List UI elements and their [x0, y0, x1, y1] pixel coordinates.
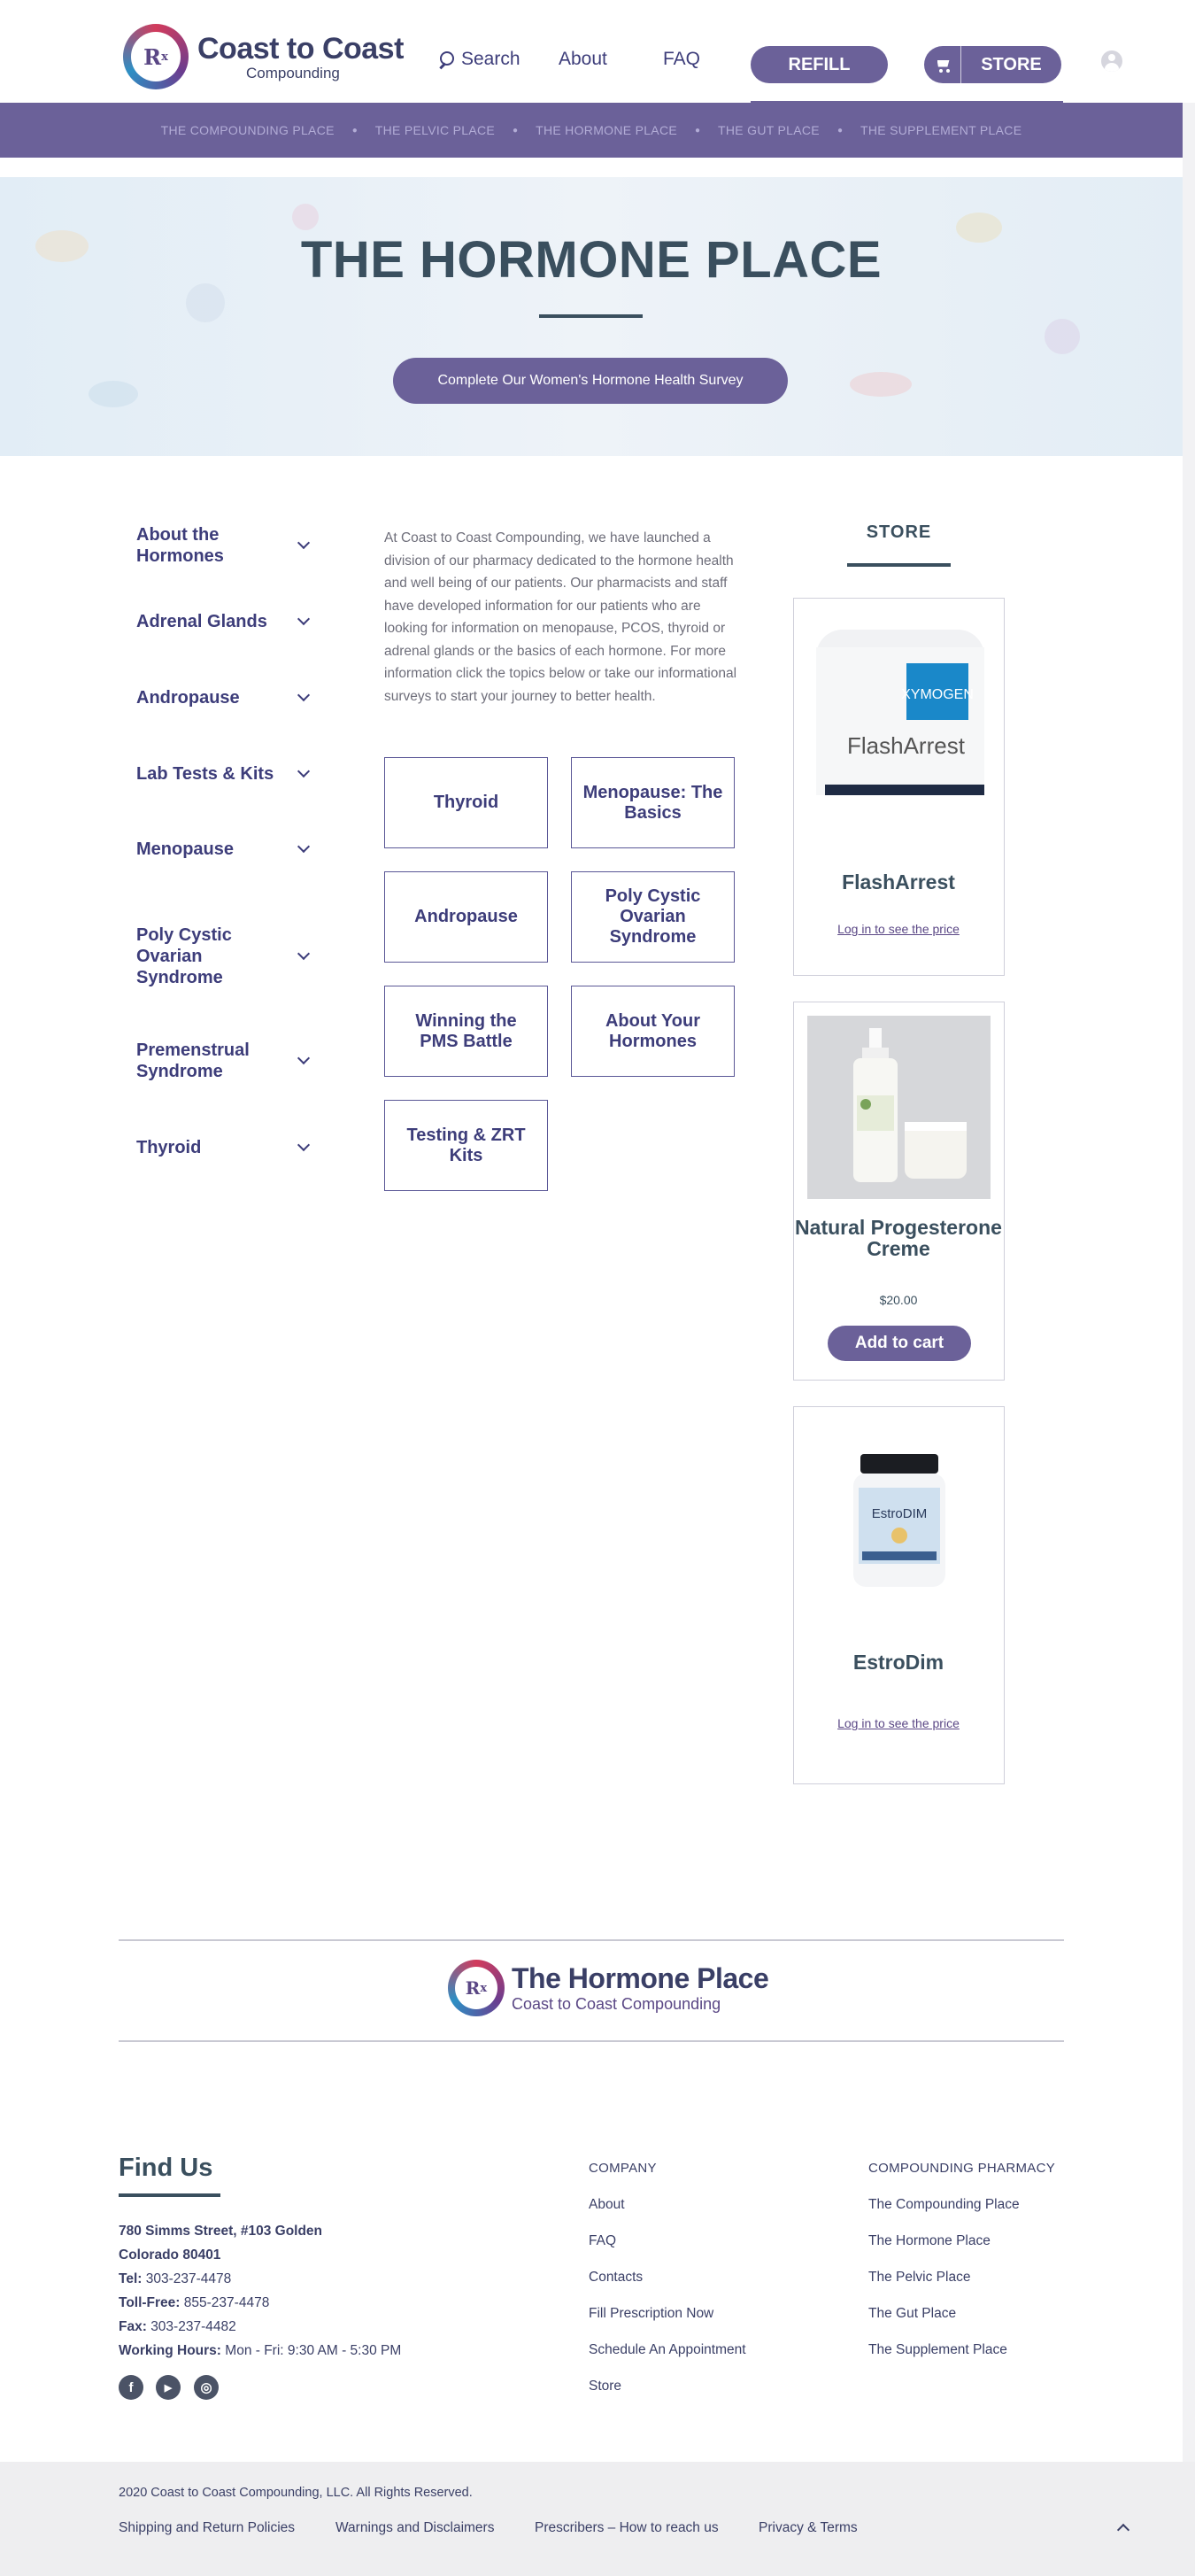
instagram-icon[interactable]: ◎	[194, 2375, 219, 2400]
nav-faq[interactable]: FAQ	[663, 49, 701, 69]
accordion-andropause[interactable]: Andropause	[136, 687, 313, 708]
flasharrest-label: FlashArrest	[847, 732, 965, 759]
search-link[interactable]	[438, 49, 520, 70]
footer-link-compounding-place[interactable]: The Compounding Place	[868, 2197, 1020, 2212]
refill-button[interactable]: REFILL	[751, 46, 888, 83]
fax-line	[119, 2319, 236, 2335]
topic-menopause-basics[interactable]: Menopause: The Basics	[571, 757, 735, 848]
subnav-compounding[interactable]: THE COMPOUNDING PLACE	[160, 123, 335, 137]
product-card-flasharrest[interactable]	[793, 598, 1005, 976]
address-line-2: Colorado 80401	[119, 2247, 221, 2263]
subnav-hormone[interactable]: THE HORMONE PLACE	[536, 123, 677, 137]
accordion-thyroid[interactable]: Thyroid	[136, 1137, 313, 1158]
product-image-estrodim[interactable]	[807, 1420, 991, 1604]
store-button[interactable]	[924, 46, 1061, 83]
subnav-pelvic[interactable]: THE PELVIC PLACE	[374, 123, 496, 137]
footer-link-fill-prescription[interactable]: Fill Prescription Now	[589, 2306, 714, 2321]
separator-dot: ●	[836, 125, 843, 135]
topic-about-hormones[interactable]: About Your Hormones	[571, 986, 735, 1077]
product-image-progesterone[interactable]	[807, 1016, 991, 1199]
chevron-down-icon	[297, 948, 310, 960]
footer-link-contacts[interactable]: Contacts	[589, 2270, 644, 2285]
chevron-down-icon	[297, 689, 310, 701]
footer-link-faq[interactable]: FAQ	[589, 2233, 617, 2248]
product-image-flasharrest[interactable]	[807, 612, 991, 795]
product-name[interactable]: Natural Progesterone Creme	[795, 1216, 1002, 1260]
user-account-icon[interactable]	[1101, 50, 1122, 72]
subnav-supplement[interactable]: THE SUPPLEMENT PLACE	[860, 123, 1022, 137]
brand-band-top-rule	[119, 1939, 1064, 1941]
fax-label: Fax:	[119, 2319, 147, 2334]
brand-name: The Hormone Place	[512, 1962, 769, 1994]
product-card-estrodim[interactable]	[793, 1406, 1005, 1784]
hours-line	[119, 2343, 401, 2359]
copyright: 2020 Coast to Coast Compounding, LLC. All Rights Reserved.	[119, 2486, 473, 2500]
phone-line	[119, 2271, 231, 2287]
find-us-heading: Find Us	[119, 2154, 213, 2182]
topic-pms-battle[interactable]: Winning the PMS Battle	[384, 986, 548, 1077]
footer-link-supplement-place[interactable]: The Supplement Place	[868, 2342, 1007, 2357]
legal-shipping[interactable]: Shipping and Return Policies	[119, 2520, 296, 2535]
logo-subtitle: Compounding	[246, 64, 340, 81]
address-line-1: 780 Simms Street, #103 Golden	[119, 2224, 323, 2239]
page-scrollbar[interactable]	[1183, 0, 1195, 2462]
bottom-bar	[0, 2462, 1195, 2576]
youtube-icon[interactable]: ▶	[156, 2375, 181, 2400]
footer-link-store[interactable]: Store	[589, 2379, 622, 2394]
xymogen-label: XYMOGEN	[901, 687, 974, 702]
rx-logo-icon: R x	[123, 24, 189, 89]
accordion-adrenal[interactable]: Adrenal Glands	[136, 611, 313, 632]
facebook-icon[interactable]: f	[119, 2375, 143, 2400]
rx-logo-icon: R x	[448, 1960, 505, 2016]
chevron-down-icon	[297, 765, 310, 777]
subnav-gut[interactable]: THE GUT PLACE	[718, 123, 820, 137]
chevron-down-icon	[297, 1052, 310, 1064]
title-underline	[539, 314, 643, 318]
pill-decoration	[1045, 319, 1080, 354]
page-title: THE HORMONE PLACE	[300, 231, 883, 289]
section-nav	[0, 103, 1183, 158]
survey-button[interactable]: Complete Our Women's Hormone Health Survey	[393, 358, 788, 404]
product-name[interactable]: EstroDim	[852, 1651, 944, 1674]
tollfree-link[interactable]: 855-237-4478	[183, 2295, 270, 2310]
footer-link-gut-place[interactable]: The Gut Place	[868, 2306, 957, 2321]
topic-andropause[interactable]: Andropause	[384, 871, 548, 963]
site-logo[interactable]	[123, 24, 404, 89]
tollfree-line	[119, 2295, 269, 2311]
separator-dot: ●	[351, 125, 358, 135]
logo-name: Coast to Coast	[197, 31, 404, 66]
accordion-menopause[interactable]: Menopause	[136, 839, 313, 860]
pill-decoration	[89, 381, 138, 407]
tel-label: Tel:	[119, 2271, 143, 2286]
fax-number: 303-237-4482	[150, 2319, 236, 2334]
login-price-link[interactable]: Log in to see the price	[837, 1716, 960, 1730]
topic-pcos[interactable]: Poly Cystic Ovarian Syndrome	[571, 871, 735, 963]
brand-band-bottom-rule	[119, 2040, 1064, 2042]
brand-subtitle: Coast to Coast Compounding	[512, 1995, 721, 2013]
intro-text: At Coast to Coast Compounding, we have launched a division of our pharmacy dedicated to the hormone health and well being of our patients. Our pharmacists and staff have developed information for our patients who are looking for information on menopause, PCOS, thyroid or adrenal glands or the basics of each hormone. For more information click the topics below or take our informational surveys to start your journey to better health.	[384, 530, 737, 704]
hormone-place-logo[interactable]	[448, 1960, 768, 2016]
login-price-link[interactable]: Log in to see the price	[837, 922, 960, 936]
topic-testing-zrt[interactable]: Testing & ZRT Kits	[384, 1100, 548, 1191]
cart-icon	[924, 46, 961, 83]
company-heading: COMPANY	[589, 2161, 657, 2176]
hours-value: Mon - Fri: 9:30 AM - 5:30 PM	[225, 2343, 402, 2358]
store-label: STORE	[981, 54, 1042, 74]
store-underline	[847, 563, 951, 567]
site-header	[0, 0, 1195, 103]
store-heading: STORE	[866, 522, 932, 542]
legal-warnings[interactable]: Warnings and Disclaimers	[335, 2520, 495, 2535]
legal-prescribers[interactable]: Prescribers – How to reach us	[535, 2520, 719, 2535]
hero-banner	[0, 177, 1183, 456]
product-name[interactable]: FlashArrest	[842, 870, 955, 893]
estrodim-label: EstroDIM	[871, 1506, 928, 1521]
find-us-underline	[119, 2193, 220, 2197]
tollfree-label: Toll-Free:	[119, 2295, 181, 2310]
nav-about[interactable]: About	[559, 49, 607, 69]
product-card-progesterone[interactable]	[793, 1002, 1005, 1381]
chevron-down-icon	[297, 537, 310, 549]
tel-link[interactable]: 303-237-4478	[145, 2271, 232, 2286]
search-icon	[438, 51, 454, 67]
topic-thyroid[interactable]: Thyroid	[384, 757, 548, 848]
footer-link-pelvic-place[interactable]: The Pelvic Place	[868, 2270, 971, 2285]
pharmacy-heading: COMPOUNDING PHARMACY	[868, 2161, 1056, 2176]
separator-dot: ●	[513, 125, 519, 135]
separator-dot: ●	[695, 125, 701, 135]
footer-link-hormone-place[interactable]: The Hormone Place	[868, 2233, 991, 2248]
accordion-pms[interactable]: Premenstrual Syndrome	[136, 1040, 313, 1082]
pill-decoration	[850, 372, 912, 397]
add-to-cart-button[interactable]: Add to cart	[828, 1326, 971, 1361]
footer-link-schedule[interactable]: Schedule An Appointment	[589, 2342, 746, 2357]
chevron-down-icon	[297, 1139, 310, 1151]
chevron-down-icon	[297, 840, 310, 853]
accordion-pcos[interactable]: Poly Cystic Ovarian Syndrome	[136, 924, 313, 988]
accordion-about-hormones[interactable]: About the Hormones	[136, 524, 313, 567]
accordion-lab-tests[interactable]: Lab Tests & Kits	[136, 763, 313, 785]
legal-privacy[interactable]: Privacy & Terms	[759, 2520, 858, 2535]
footer-link-about[interactable]: About	[589, 2197, 625, 2212]
hours-label: Working Hours:	[119, 2343, 221, 2358]
pill-decoration	[292, 204, 319, 230]
chevron-down-icon	[297, 613, 310, 625]
product-price: $20.00	[879, 1293, 918, 1307]
search-label: Search	[461, 49, 520, 69]
